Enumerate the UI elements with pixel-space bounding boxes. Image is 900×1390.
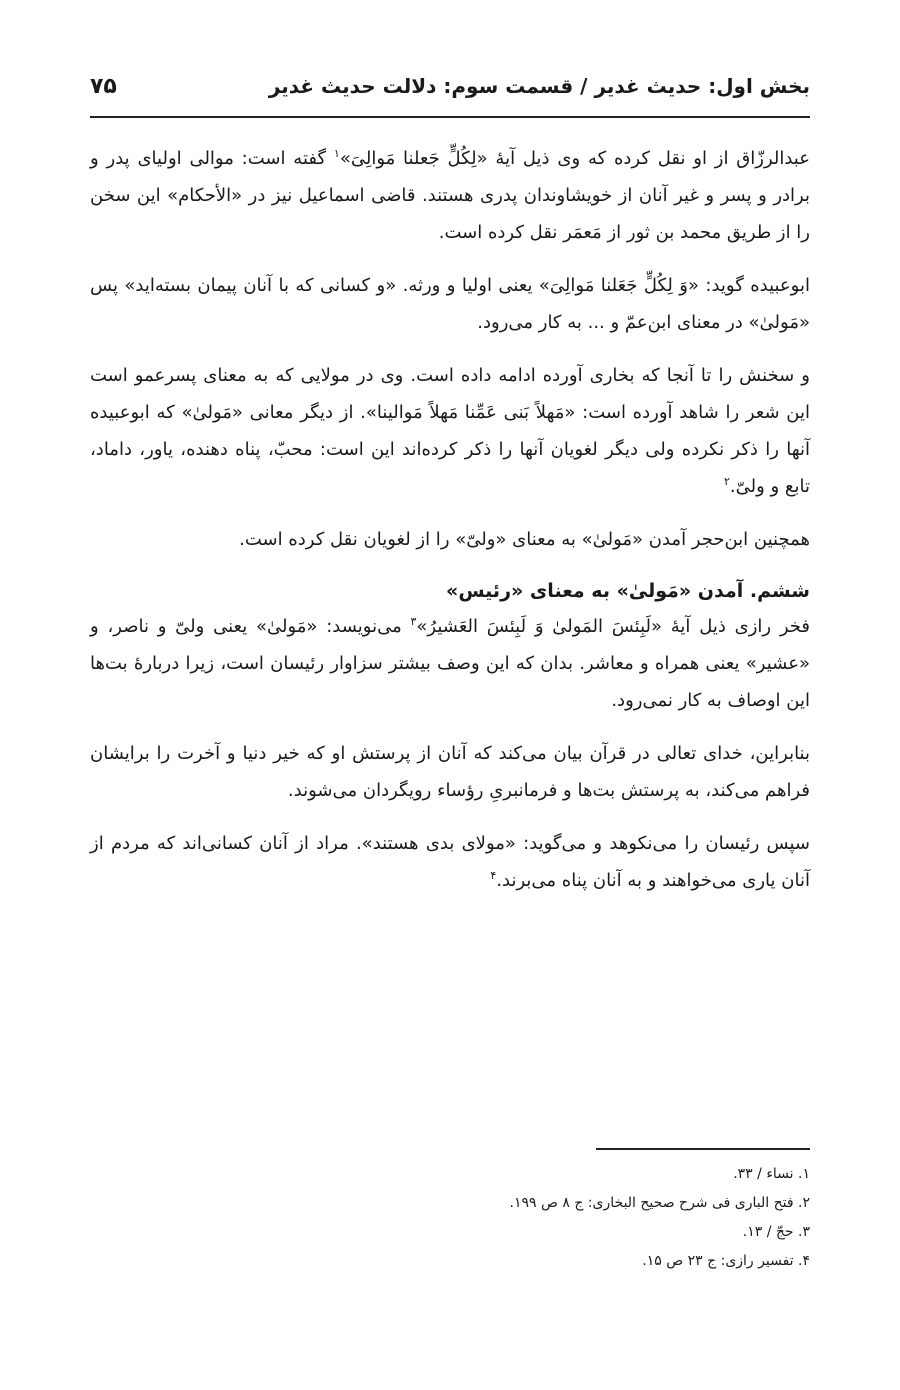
footnote-divider: [596, 1148, 810, 1150]
paragraph-3: [90, 357, 810, 505]
paragraph-1-text-a: عبدالرزّاق از او نقل کرده که وی ذیل آیهٔ «لِکُلٍّ جَعلنا مَوالِیَ»: [339, 148, 810, 169]
paragraph-1-text-b: گفته است: موالی اولیای پدر و برادر و پسر و غیر آنان از خویشاوندان پدری هستند. قاضی اسماعیل نیز در «الأحکام» این سخن را از طریق محمد بن ثور از مَعمَر نقل کرده است.: [90, 148, 810, 243]
footnote-2: ۲. فتح الباری فی شرح صحیح البخاری: ج ۸ ص ۱۹۹.: [509, 1195, 810, 1211]
page-number: ۷۵: [90, 73, 117, 99]
paragraph-5: [90, 608, 810, 719]
paragraph-7: [90, 825, 810, 899]
footnote-ref-4[interactable]: ۴: [490, 869, 497, 882]
book-page: [90, 0, 810, 1390]
paragraph-6: بنابراین، خدای تعالی در قرآن بیان می‌کند که آنان از پرستش او که خیر دنیا و آخرت را برایشان فراهم می‌کند، به پرستش بت‌ها و فرمانبریِ رؤساء رویگردان می‌شوند.: [90, 743, 810, 801]
footnote-1: ۱. نساء / ۳۳.: [733, 1166, 810, 1182]
running-header: [90, 66, 810, 106]
footnote-ref-3[interactable]: ۳: [410, 615, 417, 628]
footnote-3: ۳. حجّ / ۱۳.: [742, 1224, 810, 1240]
footnotes-list: [90, 1160, 810, 1276]
body-text: [90, 140, 810, 915]
running-title: بخش اول: حدیث غدیر / قسمت سوم: دلالت حدیث غدیر: [268, 74, 810, 98]
footnote-ref-2[interactable]: ۲: [723, 475, 730, 488]
paragraph-4: همچنین ابن‌حجر آمدن «مَولیٰ» به معنای «ولیّ» را از لغویان نقل کرده است.: [239, 529, 810, 550]
footnote-4: ۴. تفسیر رازی: ج ۲۳ ص ۱۵.: [642, 1253, 810, 1269]
paragraph-5-text-b: می‌نویسد: «مَولیٰ» یعنی ولیّ و ناصر، و «عشیر» یعنی همراه و معاشر. بدان که این وصف بیشتر سزاوار رئیسان است، زیرا دربارهٔ بت‌ها این اوصاف به کار نمی‌رود.: [90, 616, 810, 711]
paragraph-1: [90, 140, 810, 251]
footnote-ref-1[interactable]: ۱: [333, 147, 340, 160]
paragraph-7-text: سپس رئیسان را می‌نکوهد و می‌گوید: «مولای بدی هستند». مراد از آنان کسانی‌اند که مردم از آنان یاری می‌خواهند و به آنان پناه می‌برند.: [90, 833, 810, 891]
header-divider: [90, 116, 810, 118]
paragraph-2: ابوعبیده گوید: «وَ لِکُلٍّ جَعَلنا مَوالِیَ» یعنی اولیا و ورثه. «و کسانی که با آنان پیمان بسته‌اید» پس «مَولیٰ» در معنای ابن‌عمّ و ... به کار می‌رود.: [90, 275, 810, 333]
paragraph-5-text-a: فخر رازی ذیل آیهٔ «لَبِئسَ المَولیٰ وَ لَبِئسَ العَشیرُ»: [416, 616, 810, 637]
section-heading: ششم. آمدن «مَولیٰ» به معنای «رئیس»: [446, 580, 810, 602]
paragraph-3-text: و سخنش را تا آنجا که بخاری آورده ادامه داده است. وی در مولایی که به معنای پسرعمو است این شعر را شاهد آورده است: «مَهلاً بَنی عَمِّنا مَهلاً مَوالینا». از دیگر معانی «مَولیٰ» که ابوعبیده آنها را ذکر نکرده ولی دیگر لغویان آنها را ذکر کرده‌اند این است: محبّ، پناه دهنده، یاور، داماد، تابع و ولیّ.: [90, 365, 810, 497]
